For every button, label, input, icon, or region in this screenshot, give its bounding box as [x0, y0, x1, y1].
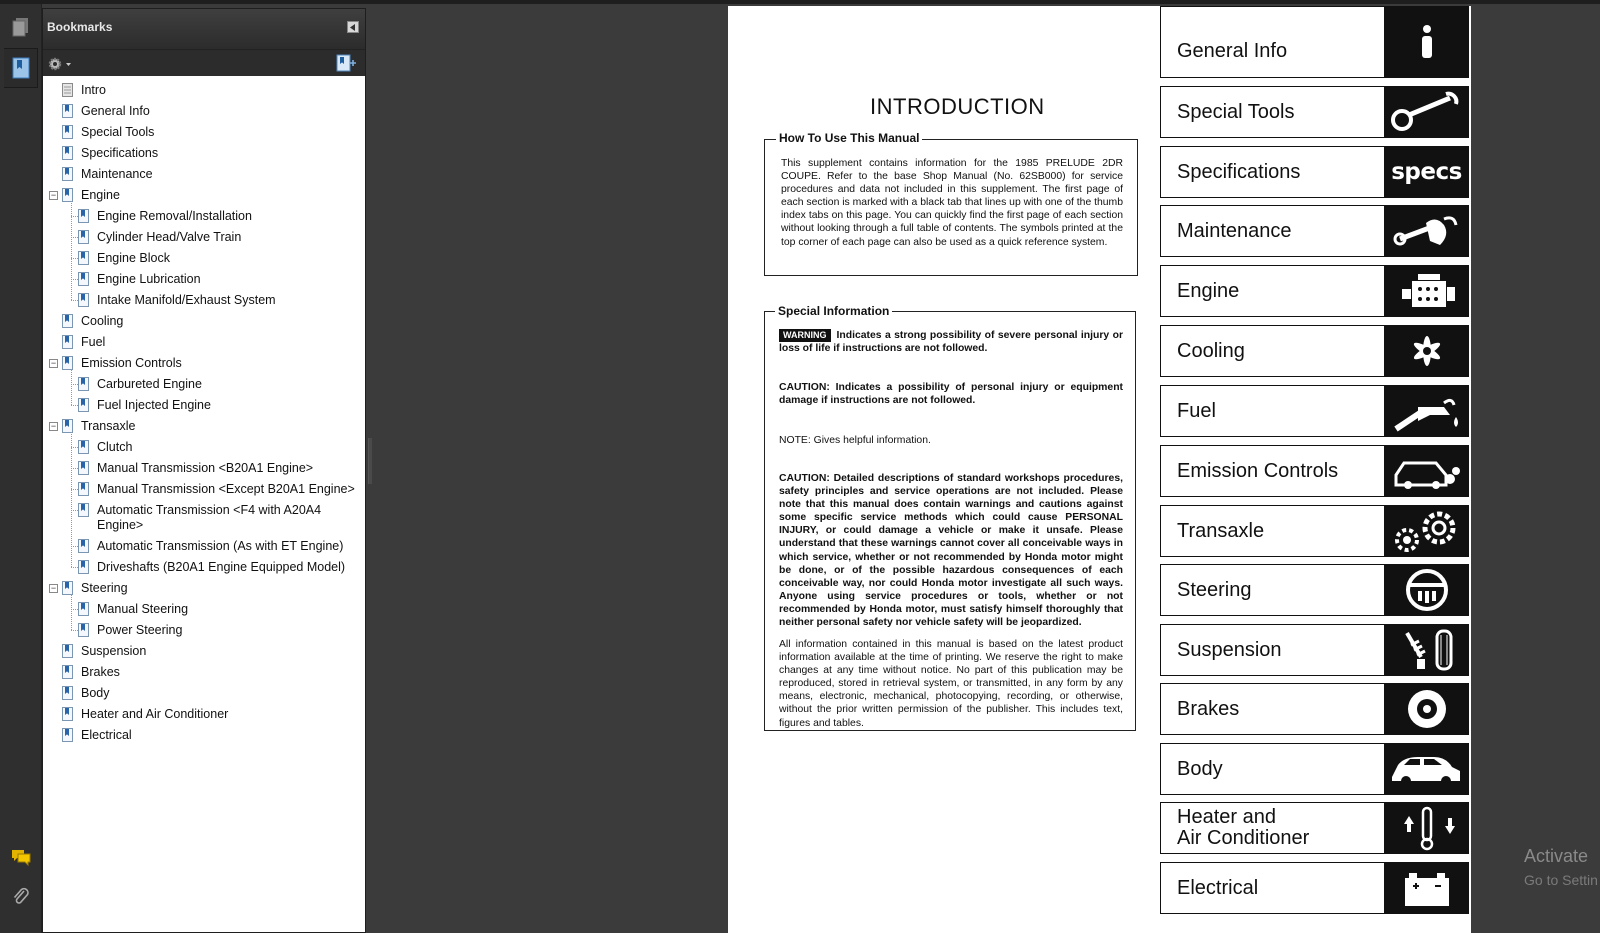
section-tab-label: Engine	[1160, 265, 1386, 317]
section-tab-label: Fuel	[1160, 385, 1386, 437]
collapse-toggle[interactable]: −	[50, 583, 57, 593]
car-body-icon	[1384, 743, 1469, 795]
tree-connector	[71, 216, 78, 217]
section-tab-label: Special Tools	[1160, 86, 1386, 138]
bookmark-item[interactable]	[62, 332, 105, 353]
bookmarks-button[interactable]	[4, 48, 38, 88]
bookmark-icon	[78, 230, 89, 244]
bookmark-label: Manual Steering	[97, 602, 189, 616]
bookmark-label: Fuel	[81, 335, 106, 349]
activation-watermark-title: Activate	[1524, 846, 1589, 866]
tree-connector	[71, 237, 78, 238]
bookmark-label: Transaxle	[81, 419, 136, 433]
bookmark-item[interactable]	[78, 206, 252, 227]
bookmark-label: Steering	[81, 581, 128, 595]
bookmark-icon	[62, 125, 73, 139]
bookmark-item[interactable]	[78, 458, 313, 479]
caution-paragraph: CAUTION: Indicates a possibility of personal injury or equipment damage if instructions are not followed.	[779, 382, 1123, 407]
section-tab[interactable]	[1160, 624, 1469, 676]
bookmark-item[interactable]	[78, 395, 211, 416]
section-tab[interactable]	[1160, 445, 1469, 497]
bookmark-label: Specifications	[81, 146, 159, 160]
section-tab-label: General Info	[1160, 6, 1386, 78]
bookmark-label: Manual Transmission <Except B20A1 Engine>	[97, 482, 355, 496]
panel-title: Bookmarks	[47, 20, 113, 34]
section-tab-label: Steering	[1160, 564, 1386, 616]
bookmark-item[interactable]	[78, 374, 202, 395]
bookmark-label: Automatic Transmission <F4 with A20A4 Engine>	[97, 503, 322, 532]
section-tab[interactable]	[1160, 802, 1469, 854]
bookmark-icon	[62, 188, 73, 202]
pages-icon	[12, 17, 30, 37]
bookmark-label: Body	[81, 686, 110, 700]
bookmarks-toolbar	[43, 49, 365, 76]
bookmark-icon	[78, 209, 89, 223]
disclaimer-paragraph: All information contained in this manual is based on the latest product information available at the time of printing. We reserve the right to make changes at any time without notice. No part of this publication may be reproduced, stored in retrieval system, or transmitted, in any form by any means, electronic, mechanical, photocopying, recording, or otherwise, without the prior written permission of the publisher. This includes text, figures and tables.	[779, 639, 1123, 729]
bookmark-icon	[62, 356, 73, 370]
tree-connector	[71, 489, 78, 490]
section-tab[interactable]	[1160, 683, 1469, 735]
note-paragraph: NOTE: Gives helpful information.	[779, 435, 931, 446]
how-to-use-box	[764, 131, 1138, 276]
bookmark-label: Carbureted Engine	[97, 377, 202, 391]
warning-paragraph	[779, 329, 1123, 355]
section-tab[interactable]	[1160, 6, 1469, 78]
bookmark-item[interactable]	[62, 101, 150, 122]
bookmark-item[interactable]	[62, 683, 110, 704]
navigation-pane-strip	[0, 4, 42, 933]
warning-text: Indicates a strong possibility of severe personal injury or loss of life if instructions are not followed.	[779, 330, 1123, 355]
tree-connector	[71, 447, 78, 448]
wrench-icon	[1384, 86, 1469, 138]
bookmark-item[interactable]	[62, 122, 154, 143]
comment-bubble-icon	[10, 848, 32, 866]
bookmark-item[interactable]	[62, 143, 158, 164]
caution-detail-paragraph: CAUTION: Detailed descriptions of standard workshops procedures, safety principles and service operations are not included. Please note that this manual does contain warnings and cautions against some specific service methods which could cause PERSONAL INJURY, or could damage a vehicle or make it unsafe. Please understand that these warnings cannot cover all conceivable ways in which service, whether or not recommended by Honda motor might be done, or of the possible hazardous consequences of each conceivable way, nor could Honda motor investigate all such ways. Anyone using service procedures or tools, whether or not recommended by Honda motor, must satisfy himself thoroughly that neither personal safety nor vehicle safety will be jeopardized.	[779, 473, 1123, 629]
bookmark-label: Power Steering	[97, 623, 183, 637]
bookmark-item[interactable]	[78, 269, 201, 290]
section-tab-label: Cooling	[1160, 325, 1386, 377]
gears-icon	[1384, 505, 1469, 557]
bookmark-label: Fuel Injected Engine	[97, 398, 211, 412]
bookmark-label: Engine Lubrication	[97, 272, 201, 286]
bookmark-icon	[78, 251, 89, 265]
bookmark-item[interactable]	[78, 599, 188, 620]
tree-connector	[71, 546, 78, 547]
bookmark-label: Manual Transmission <B20A1 Engine>	[97, 461, 314, 475]
bookmark-label: Cooling	[81, 314, 124, 328]
section-tab-label: Body	[1160, 743, 1386, 795]
section-tab[interactable]	[1160, 564, 1469, 616]
bookmark-icon	[62, 314, 73, 328]
bookmark-item[interactable]	[62, 725, 132, 746]
section-tab-label: Maintenance	[1160, 205, 1386, 257]
bookmark-icon	[62, 146, 73, 160]
how-to-use-text: This supplement contains information for the 1985 PRELUDE 2DR COUPE. Refer to the base Shop Manual (No. 62SB000) for service procedures and data not included in this supplement. The first page of each section is marked with a black tab that lines up with one of the thumb index tabs on this page. You can quickly find the first page of each section without looking through a full table of contents. The symbols printed at the top corner of each page can also be used as a quick reference system.	[781, 158, 1123, 248]
info-icon	[1384, 6, 1469, 78]
bookmark-label: Special Tools	[81, 125, 155, 139]
tree-connector	[71, 405, 78, 406]
bookmark-item[interactable]	[78, 479, 355, 500]
attachments-button[interactable]	[4, 880, 38, 914]
how-to-use-heading: How To Use This Manual	[776, 131, 922, 145]
document-page	[728, 6, 1471, 933]
section-tab-label: Specifications	[1160, 146, 1386, 198]
bookmark-icon	[78, 377, 89, 391]
bookmarks-tree	[43, 78, 365, 932]
activation-watermark-subtitle: Go to Settin	[1524, 872, 1598, 888]
window-top-border	[0, 0, 1600, 4]
bookmark-label: Automatic Transmission (As with ET Engine)	[97, 539, 344, 553]
bookmark-label: Electrical	[81, 728, 132, 742]
tree-connector	[71, 384, 78, 385]
page-thumbnails-button[interactable]	[4, 10, 38, 44]
new-bookmark-icon	[335, 54, 357, 72]
fan-icon	[1384, 325, 1469, 377]
bookmark-item[interactable]	[78, 437, 132, 458]
shock-absorber-icon	[1384, 624, 1469, 676]
car-exhaust-icon	[1384, 445, 1469, 497]
bookmark-icon	[62, 581, 73, 595]
bookmark-item[interactable]	[78, 248, 170, 269]
bookmark-label: Intro	[81, 83, 107, 97]
bookmark-item[interactable]	[78, 620, 182, 641]
bookmark-item[interactable]	[62, 353, 182, 374]
bookmark-label: Maintenance	[81, 167, 153, 181]
section-tab-label: Electrical	[1160, 862, 1386, 914]
collapse-toggle[interactable]: −	[50, 190, 57, 200]
bookmark-item[interactable]	[78, 227, 241, 248]
engine-icon	[1384, 265, 1469, 317]
bookmark-icon	[78, 623, 89, 637]
steering-wheel-icon	[1384, 564, 1469, 616]
section-tab[interactable]	[1160, 86, 1469, 138]
bookmark-label: Brakes	[81, 665, 120, 679]
bookmark-icon	[62, 419, 73, 433]
section-tab-label: Emission Controls	[1160, 445, 1386, 497]
bookmark-item[interactable]	[62, 311, 123, 332]
bookmark-icon	[78, 560, 89, 574]
bookmark-icon	[62, 728, 73, 742]
bookmarks-panel-header	[43, 9, 365, 49]
bookmark-label: Engine	[81, 188, 120, 202]
section-tab[interactable]	[1160, 505, 1469, 557]
bookmark-label: Clutch	[97, 440, 133, 454]
triangle-left-icon	[350, 24, 356, 31]
bookmark-item[interactable]	[62, 704, 228, 725]
bookmark-item[interactable]	[78, 500, 337, 532]
fuel-nozzle-icon	[1384, 385, 1469, 437]
section-tab[interactable]	[1160, 385, 1469, 437]
tree-connector	[71, 609, 78, 610]
bookmark-label: Engine Removal/Installation	[97, 209, 252, 223]
collapse-toggle[interactable]: −	[50, 421, 57, 431]
section-tab[interactable]	[1160, 146, 1469, 198]
bookmark-icon	[78, 539, 89, 553]
section-tab-label: Brakes	[1160, 683, 1386, 735]
bookmark-item[interactable]	[62, 416, 135, 437]
document-title: INTRODUCTION	[870, 94, 1045, 119]
bookmark-icon	[78, 398, 89, 412]
hand-tool-icon	[1384, 205, 1469, 257]
tree-connector	[71, 279, 78, 280]
panel-splitter[interactable]	[368, 438, 372, 484]
thermometer-icon	[1384, 802, 1469, 854]
section-tab-label: Heater and Air Conditioner	[1160, 802, 1386, 854]
section-tab[interactable]	[1160, 265, 1469, 317]
section-tab[interactable]	[1160, 862, 1469, 914]
tree-connector	[71, 468, 78, 469]
battery-icon	[1384, 862, 1469, 914]
bookmark-item[interactable]	[78, 536, 343, 557]
bookmark-icon	[78, 440, 89, 454]
bookmark-item[interactable]	[78, 290, 276, 311]
bookmark-label: Intake Manifold/Exhaust System	[97, 293, 276, 307]
bookmark-panel-icon	[12, 57, 30, 79]
collapse-toggle[interactable]: −	[50, 358, 57, 368]
bookmark-icon	[78, 602, 89, 616]
bookmark-label: Emission Controls	[81, 356, 182, 370]
bookmark-label: General Info	[81, 104, 150, 118]
gear-dropdown-icon	[47, 56, 73, 72]
bookmark-icon	[78, 503, 89, 517]
bookmark-item[interactable]	[62, 641, 146, 662]
section-tab-label: Transaxle	[1160, 505, 1386, 557]
bookmark-label: Cylinder Head/Valve Train	[97, 230, 242, 244]
bookmark-label: Driveshafts (B20A1 Engine Equipped Model)	[97, 560, 346, 574]
specs-icon	[1384, 146, 1469, 198]
new-bookmark-button[interactable]	[335, 54, 357, 72]
bookmark-icon	[62, 686, 73, 700]
bookmark-item[interactable]	[62, 164, 153, 185]
special-info-heading: Special Information	[775, 304, 892, 318]
bookmarks-panel	[42, 8, 366, 933]
section-tab[interactable]	[1160, 325, 1469, 377]
bookmark-icon	[62, 644, 73, 658]
bookmark-icon	[78, 272, 89, 286]
comments-button[interactable]	[4, 840, 38, 874]
tree-connector	[71, 300, 78, 301]
tree-connector	[71, 567, 78, 568]
bookmark-icon	[62, 665, 73, 679]
bookmark-icon	[78, 293, 89, 307]
brake-disc-icon	[1384, 683, 1469, 735]
warning-badge: WARNING	[779, 329, 831, 342]
tree-connector	[71, 630, 78, 631]
section-tab[interactable]	[1160, 743, 1469, 795]
tree-connector	[71, 369, 72, 405]
tree-connector	[71, 510, 78, 511]
special-information-box	[764, 304, 1136, 731]
bookmark-icon	[78, 482, 89, 496]
specs-text: specs	[1391, 159, 1462, 185]
collapse-panel-button[interactable]	[347, 21, 359, 33]
bookmark-item[interactable]	[78, 557, 345, 578]
tree-connector	[71, 594, 72, 630]
section-tab[interactable]	[1160, 205, 1469, 257]
paperclip-icon	[12, 887, 30, 907]
tree-connector	[71, 258, 78, 259]
page-bookmark-icon	[62, 83, 73, 97]
bookmark-label: Heater and Air Conditioner	[81, 707, 229, 721]
bookmark-icon	[78, 461, 89, 475]
bookmark-icon	[62, 167, 73, 181]
bookmark-icon	[62, 104, 73, 118]
bookmark-icon	[62, 335, 73, 349]
options-menu-button[interactable]	[47, 55, 73, 73]
bookmark-item[interactable]	[62, 662, 120, 683]
bookmark-label: Engine Block	[97, 251, 170, 265]
bookmark-label: Suspension	[81, 644, 147, 658]
bookmark-item[interactable]	[62, 80, 106, 101]
section-tab-label: Suspension	[1160, 624, 1386, 676]
bookmark-icon	[62, 707, 73, 721]
